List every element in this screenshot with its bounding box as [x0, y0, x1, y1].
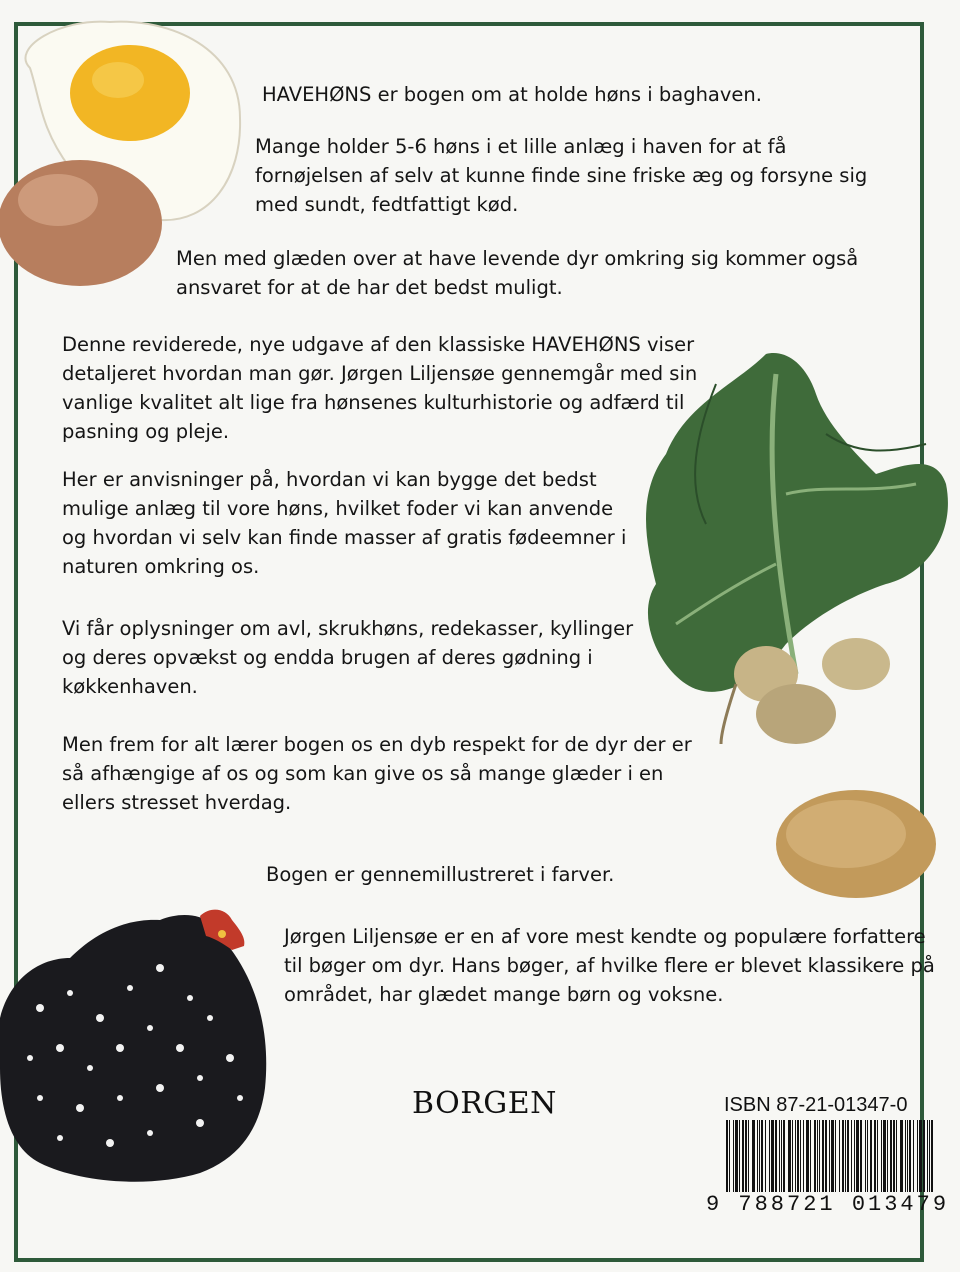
paragraph-7: Men frem for alt lærer bogen os en dyb respekt for de dyr der er så afhængige af os og som kan give os så mange glæder i en ellers stresset hverdag.	[62, 733, 692, 814]
paragraph-intro: HAVEHØNS er bogen om at holde høns i baghaven.	[262, 83, 762, 106]
paragraph-5: Her er anvisninger på, hvordan vi kan bygge det bedst mulige anlæg til vore høns, hvilket foder vi kan anvende og hvordan vi selv kan finde masser af gratis fødeemner i naturen omkring os.	[62, 468, 627, 578]
author-bio: Jørgen Liljensøe er en af vore mest kendte og populære forfattere til bøger om dyr. Hans bøger, af hvilke flere er blevet klassikere på området, har glædet mange børn og voksne.	[284, 925, 935, 1006]
isbn-label: ISBN 87-21-01347-0	[724, 1094, 908, 1116]
paragraph-3: Men med glæden over at have levende dyr omkring sig kommer også ansvaret for at de har det bedst muligt.	[176, 247, 859, 299]
barcode-number: 9 788721 013479	[706, 1192, 950, 1217]
paragraph-2: Mange holder 5-6 høns i et lille anlæg i haven for at få fornøjelsen af selv at kunne finde sine friske æg og forsyne sig med sundt, fedtfattigt kød.	[255, 135, 868, 216]
paragraph-6: Vi får oplysninger om avl, skrukhøns, redekasser, kyllinger og deres opvækst og endda brugen af deres gødning i køkkenhaven.	[62, 617, 634, 698]
barcode	[726, 1120, 936, 1192]
hen-illustration	[0, 898, 280, 1202]
publisher-logo: BORGEN	[412, 1086, 557, 1121]
paragraph-4: Denne reviderede, nye udgave af den klassiske HAVEHØNS viser detaljeret hvordan man gør. Jørgen Liljensøe gennemgår med sin vanlige kvalitet alt lige fra hønsenes kulturhistorie og adfærd til pasning og pleje.	[62, 333, 698, 443]
paragraph-8: Bogen er gennemillustreret i farver.	[266, 863, 615, 886]
